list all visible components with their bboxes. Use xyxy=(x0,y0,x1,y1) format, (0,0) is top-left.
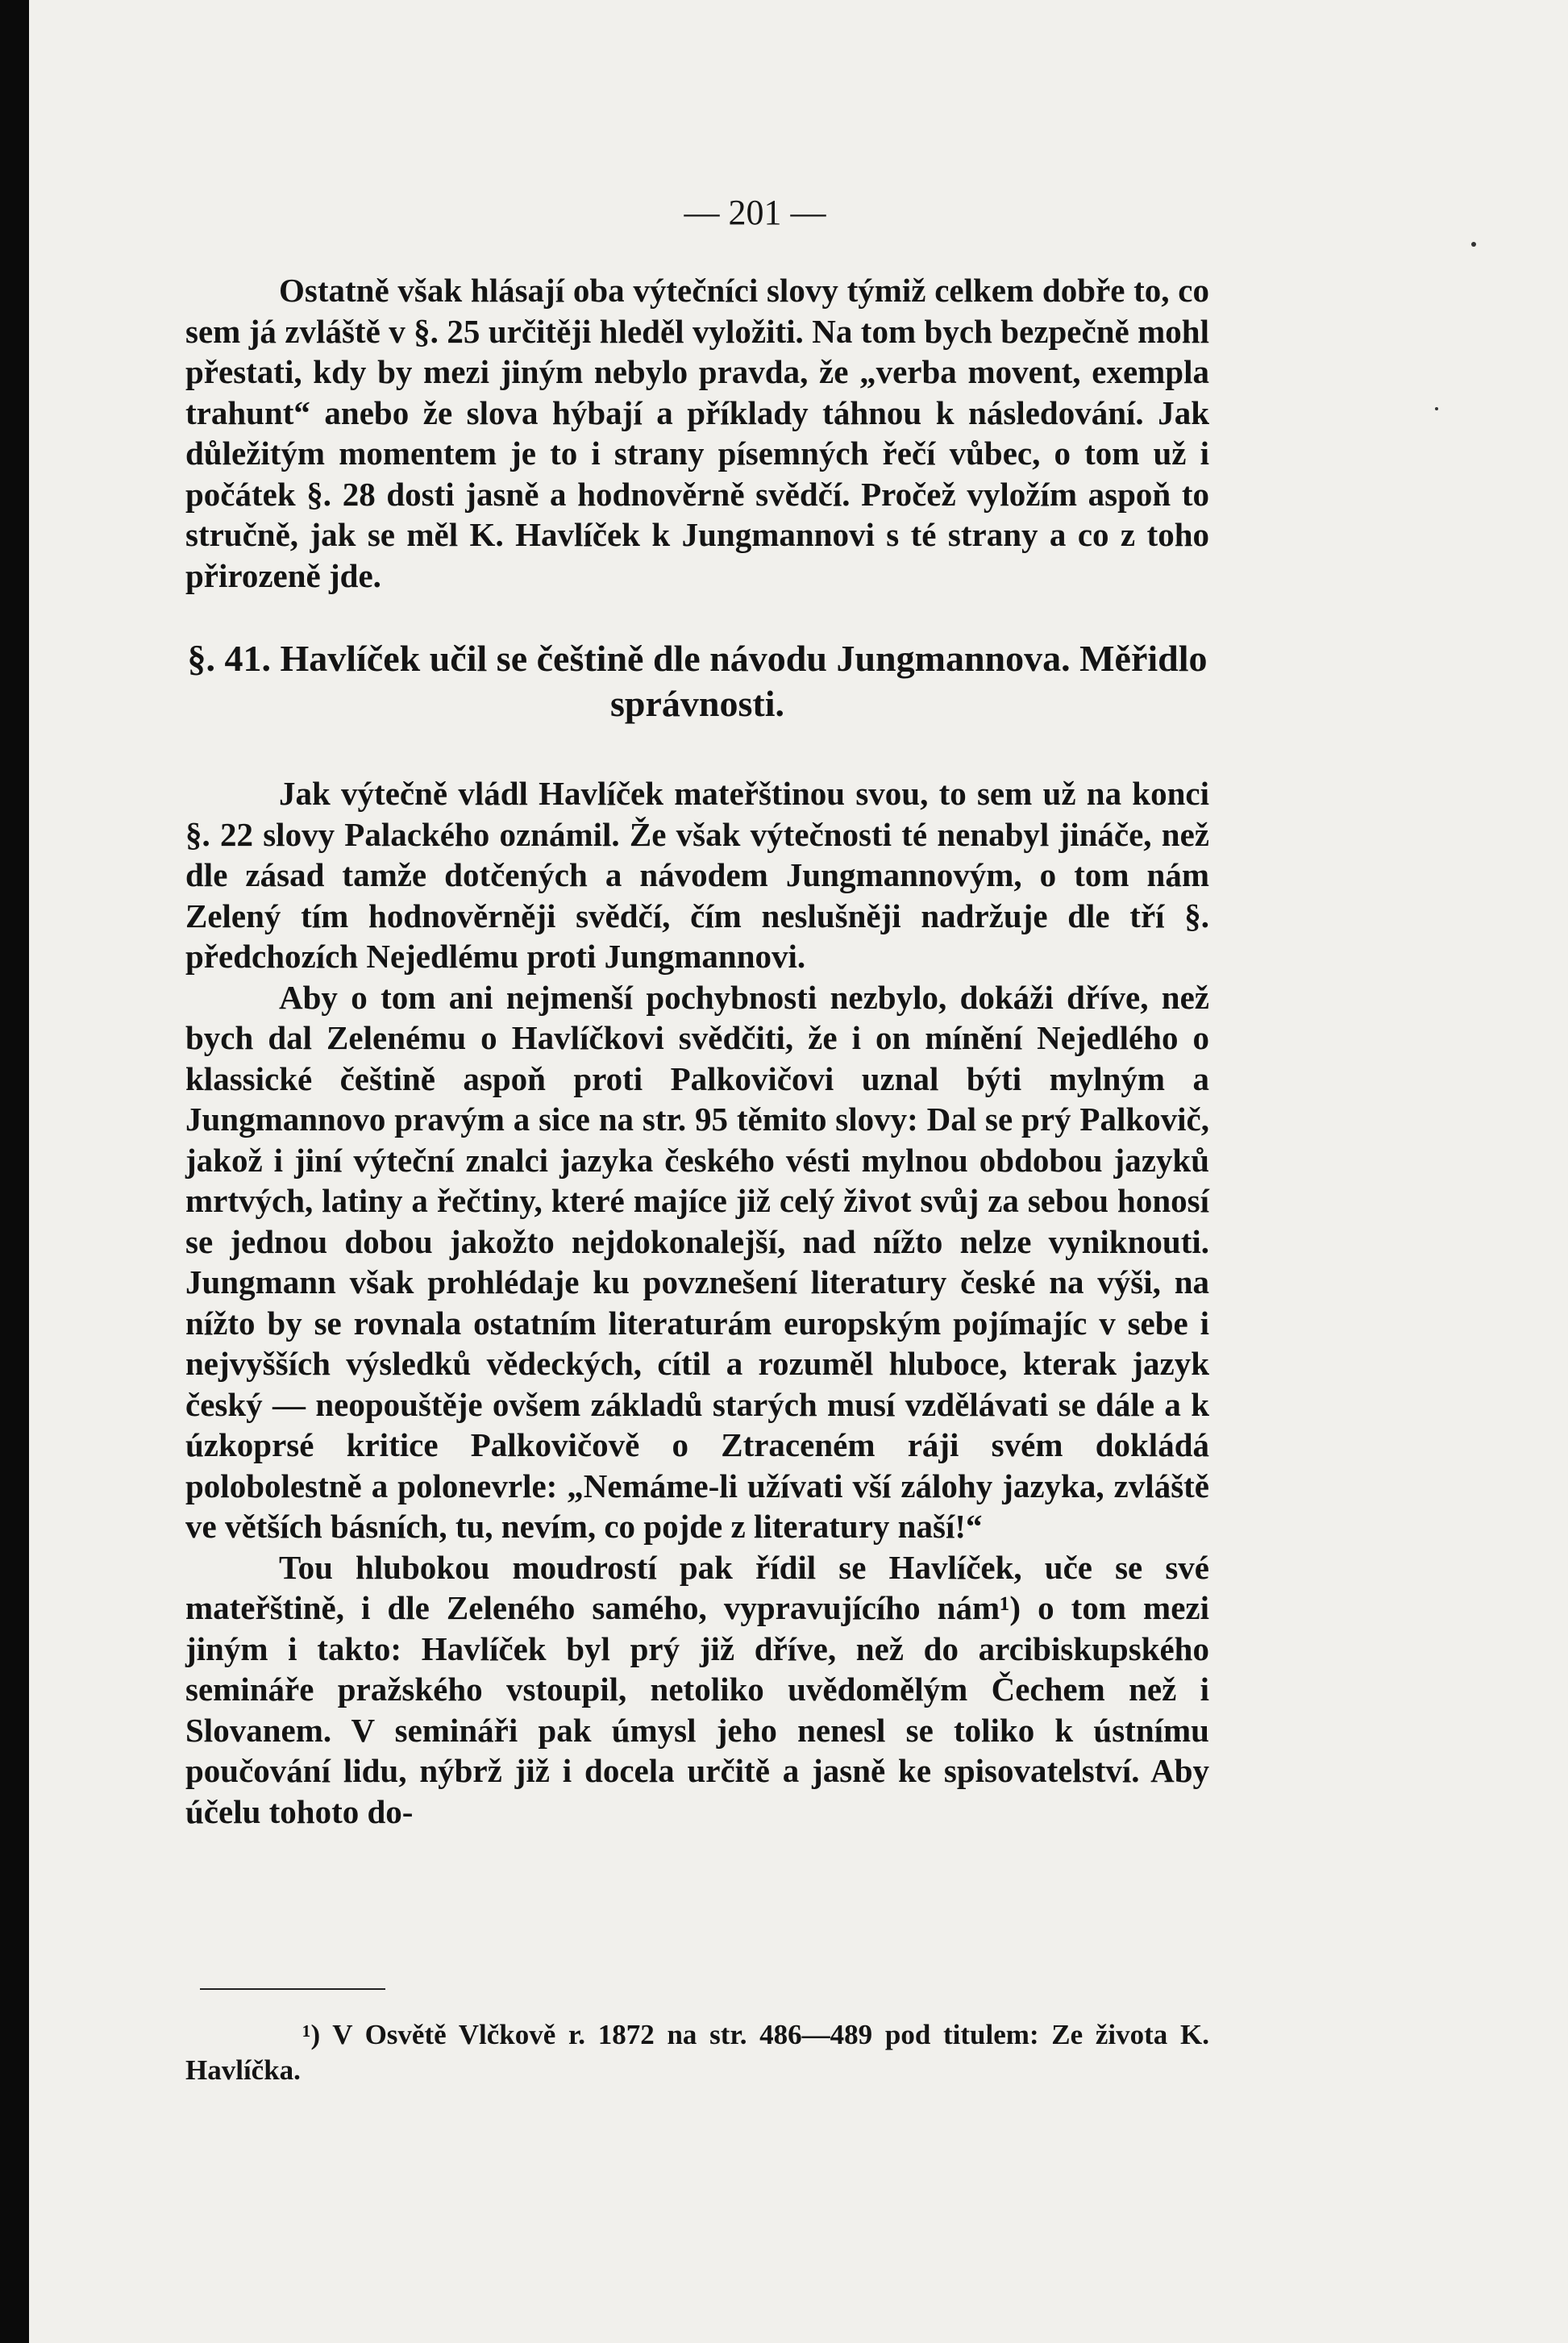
paper-speck xyxy=(1435,407,1438,410)
page-number: — 201 — xyxy=(684,193,826,232)
paper-speck xyxy=(1471,242,1476,247)
paragraph-1: Ostatně však hlásají oba výtečníci slovy týmiž celkem dobře to, co sem já zvláště v §. 25 určitěji hleděl vyložiti. Na tom bych bezpečně mohl přestati, kdy by mezi jiným nebylo pravda, že „verba movent, exempla trahunt“ anebo že slova hýbají a příklady táhnou k následování. Jak důležitým momentem je to i strany písemných řečí vůbec, o tom už i počátek §. 28 dosti jasně a hodnověrně svědčí. Pročež vyložím aspoň to stručně, jak se měl K. Havlíček k Jungmannovi s té strany a co z toho přirozeně jde. xyxy=(185,272,1209,594)
footnote-divider xyxy=(200,1988,385,1990)
footnote-text: ¹) V Osvětě Vlčkově r. 1872 na str. 486—489 pod titulem: Ze života K. Havlíčka. xyxy=(185,2019,1209,2086)
paragraph-2: Jak výtečně vládl Havlíček mateřštinou svou, to sem už na konci §. 22 slovy Palackého oznámil. Že však výtečnosti té nenabyl jináče, než dle zásad tamže dotčených a návodem Jungmannovým, o tom nám Zelený tím hodnověrněji svědčí, čím neslušněji nadržuje dle tří §. předchozích Nejedlému proti Jungmannovi. xyxy=(185,775,1209,975)
paragraph-4: Tou hlubokou moudrostí pak řídil se Havlíček, uče se své mateřštině, i dle Zeleného samého, vypravujícího nám¹) o tom mezi jiným i takto: Havlíček byl prý již dříve, než do arcibiskupského semináře pražského vstoupil, netoliko uvědomělým Čechem než i Slovanem. V semináři pak úmysl jeho nenesl se toliko k ústnímu poučování lidu, nýbrž již i docela určitě a jasně ke spisovatelství. Aby účelu tohoto do- xyxy=(185,1548,1209,1830)
footnote xyxy=(185,2017,1209,2088)
paragraph-3: Aby o tom ani nejmenší pochybnosti nezbylo, dokáži dříve, než bych dal Zelenému o Havlíčkovi svědčiti, že i on mínění Nejedlého o klassické češtině aspoň proti Palkovičovi uznal býti mylným a Jungmannovo pravým a sice na str. 95 těmito slovy: Dal se prý Palkovič, jakož i jiní výteční znalci jazyka českého vésti mylnou obdobou jazyků mrtvých, latiny a řečtiny, které majíce již celý život svůj za sebou honosí se jednou dobou jakožto nejdokonalejší, nad nížto nelze vyniknouti. Jungmann však prohlédaje ku povznešení literatury české na výši, na nížto by se rovnala ostatním literaturám europským pojímajíc v sebe i nejvyšších výsledků vědeckých, cítil a rozuměl hluboce, kterak jazyk český — neopouštěje ovšem základů starých musí vzdělávati se dále a k úzkoprsé kritice Palkovičově o Ztraceném ráji svém dokládá polobolestně a polonevrle: „Nemáme-li užívati vší zálohy jazyka, zvláště ve větších básních, tu, nevím, co pojde z literatury naší!“ xyxy=(185,978,1209,1545)
main-text-column xyxy=(185,270,1209,1832)
section-heading: §. 41. Havlíček učil se češtině dle návodu Jungmannova. Měřidlo správnosti. xyxy=(187,638,1208,724)
